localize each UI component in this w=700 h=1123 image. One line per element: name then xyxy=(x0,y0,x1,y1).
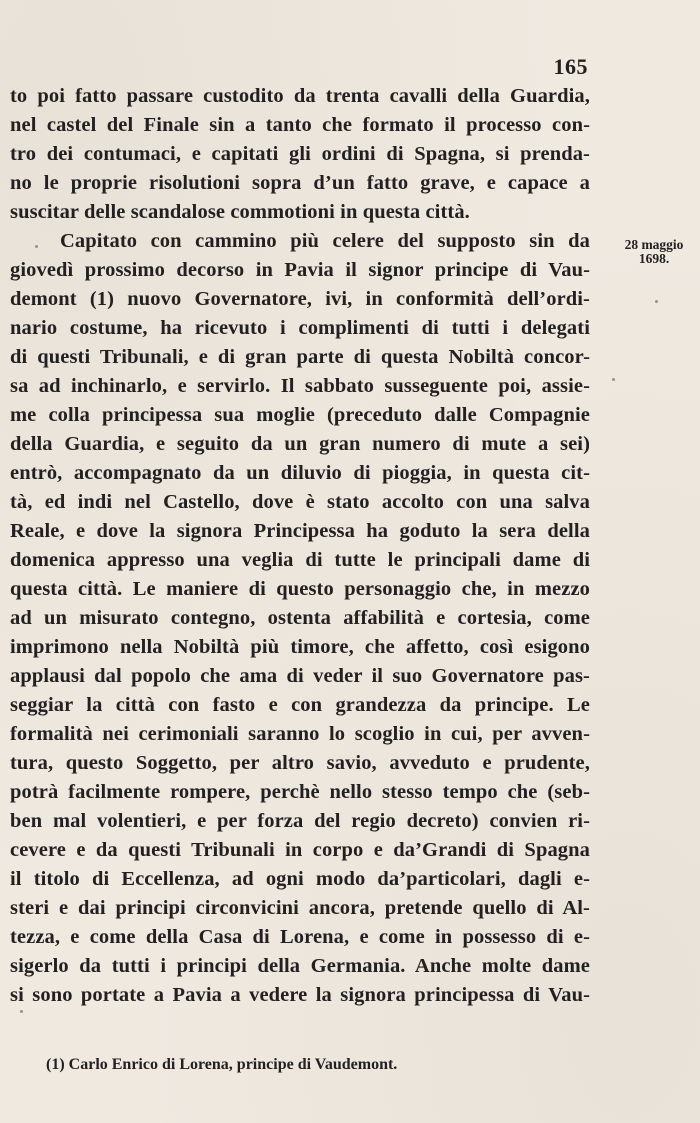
text-line: tà, ed indi nel Castello, dove è stato accolto con una salva xyxy=(10,491,590,513)
text-line: steri e dai principi circonvicini ancora, pretende quello di Al- xyxy=(10,897,590,919)
paper-speck xyxy=(655,300,658,303)
text-line: potrà facilmente rompere, perchè nello stesso tempo che (seb- xyxy=(10,781,590,803)
text-line: questa città. Le maniere di questo personaggio che, in mezzo xyxy=(10,578,590,600)
text-line: tezza, e come della Casa di Lorena, e come in possesso di e- xyxy=(10,926,590,948)
text-line: ad un misurato contegno, ostenta affabilità e cortesia, come xyxy=(10,607,590,629)
margin-note-year: 1698. xyxy=(638,251,670,266)
margin-note-day: 28 maggio xyxy=(624,237,684,252)
text-line: imprimono nella Nobiltà più timore, che affetto, così esigono xyxy=(10,636,590,658)
text-line: demont (1) nuovo Governatore, ivi, in conformità dell’ordi- xyxy=(10,288,590,310)
text-line: suscitar delle scandalose commotioni in questa città. xyxy=(10,201,470,223)
text-line: ben mal volentieri, e per forza del regio decreto) convien ri- xyxy=(10,810,590,832)
text-line: di questi Tribunali, e di gran parte di questa Nobiltà concor- xyxy=(10,346,590,368)
text-line: si sono portate a Pavia a vedere la signora principessa di Vau- xyxy=(10,984,590,1006)
text-line: della Guardia, e seguito da un gran numero di mute a sei) xyxy=(10,433,590,455)
text-line: tro dei contumaci, e capitati gli ordini di Spagna, si prenda- xyxy=(10,143,590,165)
text-line: seggiar la città con fasto e con grandezza da principe. Le xyxy=(10,694,590,716)
text-line: sigerlo da tutti i principi della Germania. Anche molte dame xyxy=(10,955,590,977)
paper-speck xyxy=(612,378,615,381)
text-line: to poi fatto passare custodito da trenta cavalli della Guardia, xyxy=(10,85,590,107)
text-line: formalità nei cerimoniali saranno lo scoglio in cui, per avven- xyxy=(10,723,590,745)
text-line: nel castel del Finale sin a tanto che formato il processo con- xyxy=(10,114,590,136)
text-line: sa ad inchinarlo, e servirlo. Il sabbato susseguente poi, assie- xyxy=(10,375,590,397)
text-line: tura, questo Soggetto, per altro savio, avveduto e prudente, xyxy=(10,752,590,774)
body-text xyxy=(10,82,590,1010)
text-line: applausi dal popolo che ama di veder il suo Governatore pas- xyxy=(10,665,590,687)
footnote: (1) Carlo Enrico di Lorena, principe di Vaudemont. xyxy=(46,1056,398,1073)
text-line: cevere e da questi Tribunali in corpo e da’Grandi di Spagna xyxy=(10,839,590,861)
paper-speck xyxy=(20,1010,23,1013)
page-number: 165 xyxy=(553,54,588,79)
text-line: il titolo di Eccellenza, ad ogni modo da’particolari, dagli e- xyxy=(10,868,590,890)
text-line: domenica appresso una veglia di tutte le principali dame di xyxy=(10,549,590,571)
margin-date-note xyxy=(609,238,699,266)
paper-speck xyxy=(35,245,38,248)
text-line: no le proprie risolutioni sopra d’un fatto grave, e capace a xyxy=(10,172,590,194)
text-line: me colla principessa sua moglie (preceduto dalle Compagnie xyxy=(10,404,590,426)
text-line: nario costume, ha ricevuto i complimenti di tutti i delegati xyxy=(10,317,590,339)
text-line: entrò, accompagnato da un diluvio di pioggia, in questa cit- xyxy=(10,462,590,484)
text-line: Reale, e dove la signora Principessa ha goduto la sera della xyxy=(10,520,590,542)
paragraph-start-line: Capitato con cammino più celere del supposto sin da xyxy=(60,230,590,252)
text-line: giovedì prossimo decorso in Pavia il signor principe di Vau- xyxy=(10,259,590,281)
